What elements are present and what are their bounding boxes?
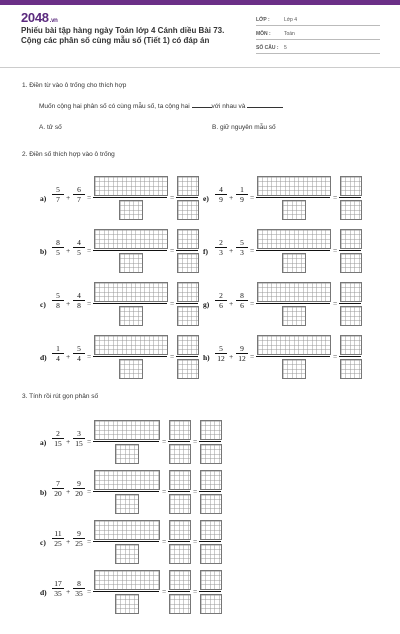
fraction-2	[236, 185, 248, 204]
result-numerator-grid[interactable]	[200, 470, 222, 490]
answer-denominator-grid[interactable]	[282, 306, 306, 326]
equals-sign: =	[170, 246, 175, 255]
exercise-label: d)	[40, 588, 47, 597]
result-fraction-bar	[339, 303, 361, 304]
fraction-2	[73, 479, 85, 498]
equals-sign: =	[333, 352, 338, 361]
q1-sentence: Muốn cộng hai phân số có cùng mẫu số, ta cộng hai với nhau và	[39, 101, 283, 110]
plus-sign: +	[66, 437, 71, 446]
result-fraction-bar	[199, 441, 221, 442]
fraction-2	[73, 579, 85, 598]
fraction-2-numerator: 9	[240, 344, 244, 353]
result-numerator-grid[interactable]	[169, 420, 191, 440]
result-numerator-grid[interactable]	[340, 176, 362, 196]
result-fraction-bar	[199, 591, 221, 592]
fraction-2-denominator: 8	[77, 301, 81, 310]
fraction-2-numerator: 4	[77, 238, 81, 247]
fraction-2-denominator: 15	[75, 439, 83, 448]
answer-numerator-grid[interactable]	[257, 282, 331, 302]
result-numerator-grid[interactable]	[169, 470, 191, 490]
exercise-label: e)	[203, 194, 209, 203]
fraction-2-numerator: 8	[240, 291, 244, 300]
equals-sign: =	[333, 246, 338, 255]
result-denominator-grid[interactable]	[200, 544, 222, 564]
fraction-1-numerator: 1	[56, 344, 60, 353]
plus-sign: +	[66, 299, 71, 308]
result-denominator-grid[interactable]	[340, 253, 362, 273]
answer-numerator-grid[interactable]	[94, 470, 160, 490]
answer-fraction-bar	[93, 441, 159, 442]
answer-numerator-grid[interactable]	[94, 282, 168, 302]
equals-sign: =	[170, 352, 175, 361]
fraction-2-numerator: 5	[77, 344, 81, 353]
q3-heading: 3. Tính rồi rút gọn phân số	[22, 393, 99, 400]
fraction-1	[52, 291, 64, 310]
answer-fraction-bar	[93, 303, 167, 304]
fraction-2-numerator: 6	[77, 185, 81, 194]
result-numerator-grid[interactable]	[340, 229, 362, 249]
answer-denominator-grid[interactable]	[115, 544, 139, 564]
result-denominator-grid[interactable]	[200, 494, 222, 514]
exercise-label: a)	[40, 438, 47, 447]
answer-fraction-bar	[256, 356, 330, 357]
answer-fraction-bar	[93, 491, 159, 492]
fraction-1	[215, 344, 227, 363]
equals-sign: =	[333, 299, 338, 308]
answer-denominator-grid[interactable]	[115, 494, 139, 514]
fraction-1	[52, 429, 64, 448]
equals-sign: =	[87, 299, 92, 308]
fraction-2-denominator: 12	[238, 354, 246, 363]
fraction-2-numerator: 5	[240, 238, 244, 247]
q2-heading: 2. Điền số thích hợp vào ô trống	[22, 151, 115, 158]
answer-fraction-bar	[93, 541, 159, 542]
equals-sign: =	[250, 299, 255, 308]
fraction-1-numerator: 4	[219, 185, 223, 194]
equals-sign: =	[87, 352, 92, 361]
fraction-1-denominator: 5	[56, 248, 60, 257]
answer-numerator-grid[interactable]	[257, 176, 331, 196]
result-fraction-bar	[339, 250, 361, 251]
result-fraction-bar	[176, 356, 198, 357]
fraction-2-numerator: 1	[240, 185, 244, 194]
fraction-2-denominator: 4	[77, 354, 81, 363]
fraction-2	[236, 238, 248, 257]
fraction-1-numerator: 5	[56, 185, 60, 194]
equals-sign: =	[250, 352, 255, 361]
exercise-6	[40, 344, 210, 399]
result-fraction-bar	[339, 356, 361, 357]
fraction-2	[73, 344, 85, 363]
fraction-1	[52, 238, 64, 257]
result-fraction-bar	[168, 591, 190, 592]
exercise-label: c)	[40, 538, 46, 547]
fraction-1-denominator: 3	[219, 248, 223, 257]
equals-sign: =	[87, 487, 92, 496]
result-denominator-grid[interactable]	[177, 253, 199, 273]
result-denominator-grid[interactable]	[200, 444, 222, 464]
fraction-1-numerator: 2	[219, 238, 223, 247]
equals-sign: =	[250, 193, 255, 202]
fraction-1-numerator: 11	[54, 529, 62, 538]
answer-denominator-grid[interactable]	[119, 359, 143, 379]
answer-numerator-grid[interactable]	[94, 229, 168, 249]
answer-denominator-grid[interactable]	[115, 444, 139, 464]
answer-numerator-grid[interactable]	[94, 176, 168, 196]
fraction-2	[73, 529, 85, 548]
fraction-1-numerator: 5	[56, 291, 60, 300]
result-denominator-grid[interactable]	[169, 494, 191, 514]
result-denominator-grid[interactable]	[177, 359, 199, 379]
result-denominator-grid[interactable]	[169, 594, 191, 614]
equals-sign: =	[162, 437, 167, 446]
result-numerator-grid[interactable]	[200, 520, 222, 540]
equals-sign: =	[333, 193, 338, 202]
result-numerator-grid[interactable]	[177, 335, 199, 355]
equals-sign: =	[87, 537, 92, 546]
equals-sign: =	[193, 537, 198, 546]
exercise-label: b)	[40, 488, 47, 497]
fraction-2	[73, 291, 85, 310]
answer-fraction-bar	[93, 591, 159, 592]
q1-option-a[interactable]: A. tử số	[39, 124, 62, 131]
meta-subject: MÔN : Toán	[256, 30, 380, 40]
fraction-1	[215, 185, 227, 204]
result-fraction-bar	[339, 197, 361, 198]
exercise-3	[40, 579, 210, 634]
equals-sign: =	[87, 246, 92, 255]
fraction-1-numerator: 7	[56, 479, 60, 488]
fraction-1	[215, 238, 227, 257]
equals-sign: =	[87, 437, 92, 446]
result-numerator-grid[interactable]	[340, 282, 362, 302]
equals-sign: =	[193, 437, 198, 446]
answer-denominator-grid[interactable]	[119, 306, 143, 326]
exercise-label: c)	[40, 300, 46, 309]
answer-numerator-grid[interactable]	[257, 229, 331, 249]
fraction-1	[52, 185, 64, 204]
answer-numerator-grid[interactable]	[257, 335, 331, 355]
meta-class: LỚP : Lớp 4	[256, 16, 380, 26]
result-fraction-bar	[199, 541, 221, 542]
fraction-2-numerator: 4	[77, 291, 81, 300]
fraction-1-numerator: 2	[219, 291, 223, 300]
fraction-2	[73, 429, 85, 448]
q1-blank-2[interactable]	[247, 101, 283, 108]
meta-question-count: SỐ CÂU : 5	[256, 44, 380, 54]
fraction-1-denominator: 9	[219, 195, 223, 204]
answer-denominator-grid[interactable]	[282, 253, 306, 273]
plus-sign: +	[66, 352, 71, 361]
result-denominator-grid[interactable]	[340, 359, 362, 379]
exercise-label: f)	[203, 247, 208, 256]
equals-sign: =	[170, 193, 175, 202]
result-numerator-grid[interactable]	[200, 570, 222, 590]
answer-numerator-grid[interactable]	[94, 335, 168, 355]
plus-sign: +	[229, 193, 234, 202]
plus-sign: +	[229, 246, 234, 255]
plus-sign: +	[66, 537, 71, 546]
fraction-2-denominator: 7	[77, 195, 81, 204]
result-denominator-grid[interactable]	[177, 200, 199, 220]
result-numerator-grid[interactable]	[177, 282, 199, 302]
result-numerator-grid[interactable]	[169, 520, 191, 540]
fraction-1-denominator: 12	[217, 354, 225, 363]
exercise-label: g)	[203, 300, 210, 309]
answer-numerator-grid[interactable]	[94, 420, 160, 440]
result-numerator-grid[interactable]	[177, 176, 199, 196]
result-numerator-grid[interactable]	[169, 570, 191, 590]
result-numerator-grid[interactable]	[340, 335, 362, 355]
fraction-1-denominator: 15	[54, 439, 62, 448]
result-denominator-grid[interactable]	[340, 306, 362, 326]
result-denominator-grid[interactable]	[340, 200, 362, 220]
result-numerator-grid[interactable]	[177, 229, 199, 249]
equals-sign: =	[162, 587, 167, 596]
fraction-2-denominator: 5	[77, 248, 81, 257]
equals-sign: =	[162, 487, 167, 496]
equals-sign: =	[170, 299, 175, 308]
plus-sign: +	[66, 587, 71, 596]
equals-sign: =	[250, 246, 255, 255]
fraction-1	[215, 291, 227, 310]
exercise-7	[203, 344, 373, 399]
worksheet-title: Phiếu bài tập hàng ngày Toán lớp 4 Cánh diều Bài 73. Cộng các phân số cùng mẫu số (Tiết 1) có đáp án	[21, 26, 225, 45]
fraction-2-denominator: 35	[75, 589, 83, 598]
equals-sign: =	[193, 487, 198, 496]
logo: 2048.vn	[21, 10, 58, 25]
top-band	[0, 0, 400, 5]
fraction-2	[73, 185, 85, 204]
fraction-2	[236, 291, 248, 310]
result-fraction-bar	[176, 197, 198, 198]
answer-fraction-bar	[93, 250, 167, 251]
answer-fraction-bar	[93, 197, 167, 198]
fraction-2-numerator: 3	[77, 429, 81, 438]
plus-sign: +	[66, 487, 71, 496]
result-fraction-bar	[176, 303, 198, 304]
fraction-2-denominator: 20	[75, 489, 83, 498]
fraction-1-denominator: 25	[54, 539, 62, 548]
q1-heading: 1. Điền từ vào ô trống cho thích hợp	[22, 82, 127, 89]
q1-option-b[interactable]: B. giữ nguyên mẫu số	[212, 124, 276, 131]
result-fraction-bar	[168, 491, 190, 492]
answer-fraction-bar	[256, 250, 330, 251]
answer-numerator-grid[interactable]	[94, 570, 160, 590]
fraction-2	[73, 238, 85, 257]
fraction-1	[52, 479, 64, 498]
plus-sign: +	[66, 246, 71, 255]
fraction-2-denominator: 3	[240, 248, 244, 257]
answer-fraction-bar	[256, 197, 330, 198]
fraction-1-denominator: 6	[219, 301, 223, 310]
result-denominator-grid[interactable]	[169, 444, 191, 464]
fraction-1-denominator: 7	[56, 195, 60, 204]
answer-denominator-grid[interactable]	[115, 594, 139, 614]
result-fraction-bar	[176, 250, 198, 251]
fraction-1-denominator: 20	[54, 489, 62, 498]
result-fraction-bar	[168, 541, 190, 542]
exercise-label: b)	[40, 247, 47, 256]
exercise-label: a)	[40, 194, 47, 203]
equals-sign: =	[87, 587, 92, 596]
equals-sign: =	[87, 193, 92, 202]
result-numerator-grid[interactable]	[200, 420, 222, 440]
result-fraction-bar	[168, 441, 190, 442]
answer-denominator-grid[interactable]	[119, 253, 143, 273]
answer-fraction-bar	[256, 303, 330, 304]
equals-sign: =	[162, 537, 167, 546]
fraction-1-denominator: 4	[56, 354, 60, 363]
equals-sign: =	[193, 587, 198, 596]
fraction-2-numerator: 9	[77, 479, 81, 488]
answer-denominator-grid[interactable]	[282, 200, 306, 220]
result-denominator-grid[interactable]	[169, 544, 191, 564]
fraction-2-denominator: 25	[75, 539, 83, 548]
fraction-1-numerator: 5	[219, 344, 223, 353]
plus-sign: +	[229, 352, 234, 361]
result-fraction-bar	[199, 491, 221, 492]
answer-denominator-grid[interactable]	[282, 359, 306, 379]
result-denominator-grid[interactable]	[177, 306, 199, 326]
q1-blank-1[interactable]	[192, 101, 212, 108]
fraction-1-numerator: 17	[54, 579, 62, 588]
fraction-1	[52, 579, 64, 598]
fraction-1	[52, 344, 64, 363]
header-divider	[0, 67, 400, 68]
fraction-1-denominator: 8	[56, 301, 60, 310]
fraction-2	[236, 344, 248, 363]
fraction-1-numerator: 2	[56, 429, 60, 438]
exercise-label: d)	[40, 353, 47, 362]
plus-sign: +	[66, 193, 71, 202]
answer-numerator-grid[interactable]	[94, 520, 160, 540]
fraction-2-denominator: 9	[240, 195, 244, 204]
answer-denominator-grid[interactable]	[119, 200, 143, 220]
fraction-1	[52, 529, 64, 548]
fraction-2-numerator: 9	[77, 529, 81, 538]
fraction-1-numerator: 8	[56, 238, 60, 247]
fraction-2-numerator: 8	[77, 579, 81, 588]
plus-sign: +	[229, 299, 234, 308]
result-denominator-grid[interactable]	[200, 594, 222, 614]
answer-fraction-bar	[93, 356, 167, 357]
fraction-2-denominator: 6	[240, 301, 244, 310]
exercise-label: h)	[203, 353, 210, 362]
fraction-1-denominator: 35	[54, 589, 62, 598]
